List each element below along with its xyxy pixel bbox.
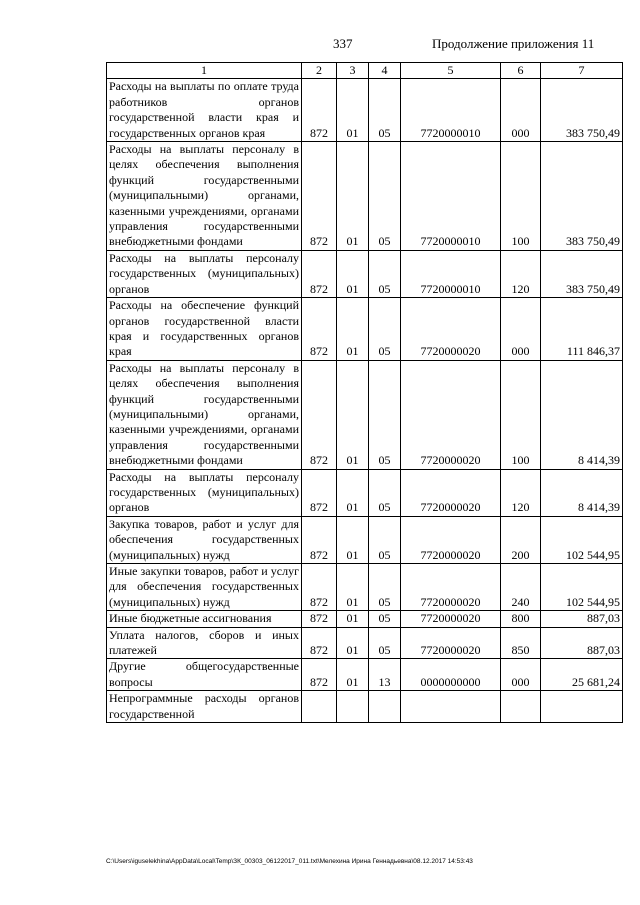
column-header-6: 6 [501, 63, 541, 79]
cell-code-3: 01 [337, 611, 369, 627]
cell-code-6: 200 [501, 516, 541, 563]
cell-code-5: 7720000020 [401, 298, 501, 361]
cell-amount: 8 414,39 [541, 360, 623, 469]
cell-amount: 25 681,24 [541, 659, 623, 691]
cell-code-5: 7720000010 [401, 250, 501, 297]
cell-code-2: 872 [302, 360, 337, 469]
cell-name: Расходы на выплаты персоналу государственных (муниципальных) органов [107, 250, 302, 297]
cell-code-4: 05 [369, 360, 401, 469]
cell-code-5: 7720000010 [401, 79, 501, 142]
table-row [107, 250, 623, 297]
cell-name: Расходы на выплаты персоналу государственных (муниципальных) органов [107, 469, 302, 516]
cell-name: Расходы на обеспечение функций органов государственной власти края и государственных органов края [107, 298, 302, 361]
cell-code-6: 800 [501, 611, 541, 627]
cell-code-4: 05 [369, 564, 401, 611]
cell-code-5: 7720000020 [401, 564, 501, 611]
table-row [107, 516, 623, 563]
page-number: 337 [333, 36, 353, 51]
cell-code-3: 01 [337, 360, 369, 469]
cell-code-5: 7720000020 [401, 627, 501, 659]
cell-code-3: 01 [337, 564, 369, 611]
cell-code-3: 01 [337, 142, 369, 251]
table-row [107, 691, 623, 723]
cell-code-4: 05 [369, 516, 401, 563]
cell-code-3: 01 [337, 250, 369, 297]
cell-name: Непрограммные расходы органов государственной [107, 691, 302, 723]
cell-amount: 383 750,49 [541, 142, 623, 251]
cell-amount: 8 414,39 [541, 469, 623, 516]
cell-code-3: 01 [337, 469, 369, 516]
header-row [107, 63, 623, 79]
cell-code-4: 05 [369, 627, 401, 659]
cell-amount [541, 691, 623, 723]
budget-table [106, 62, 623, 723]
cell-code-2: 872 [302, 298, 337, 361]
table-row [107, 79, 623, 142]
column-header-1: 1 [107, 63, 302, 79]
cell-code-6: 850 [501, 627, 541, 659]
table-row [107, 360, 623, 469]
cell-code-4: 05 [369, 142, 401, 251]
cell-name: Другие общегосударственные вопросы [107, 659, 302, 691]
cell-code-4 [369, 691, 401, 723]
cell-code-2: 872 [302, 659, 337, 691]
cell-code-3: 01 [337, 298, 369, 361]
cell-code-2: 872 [302, 142, 337, 251]
cell-code-4: 05 [369, 469, 401, 516]
cell-name: Иные закупки товаров, работ и услуг для обеспечения государственных (муниципальных) нужд [107, 564, 302, 611]
column-header-7: 7 [541, 63, 623, 79]
cell-code-6: 120 [501, 469, 541, 516]
cell-code-3: 01 [337, 79, 369, 142]
cell-code-5: 7720000010 [401, 142, 501, 251]
table-row [107, 627, 623, 659]
table-row [107, 469, 623, 516]
cell-code-5: 7720000020 [401, 611, 501, 627]
cell-code-5 [401, 691, 501, 723]
cell-code-3 [337, 691, 369, 723]
table-row [107, 564, 623, 611]
cell-code-3: 01 [337, 627, 369, 659]
cell-code-6: 240 [501, 564, 541, 611]
cell-name: Уплата налогов, сборов и иных платежей [107, 627, 302, 659]
cell-code-4: 05 [369, 298, 401, 361]
cell-amount: 383 750,49 [541, 250, 623, 297]
column-header-2: 2 [302, 63, 337, 79]
cell-name: Иные бюджетные ассигнования [107, 611, 302, 627]
cell-code-6: 100 [501, 142, 541, 251]
cell-code-5: 7720000020 [401, 516, 501, 563]
cell-code-2: 872 [302, 79, 337, 142]
cell-code-2: 872 [302, 611, 337, 627]
cell-name: Расходы на выплаты персоналу в целях обеспечения выполнения функций государственными (муниципальными) органами, казенными учреждениями, органами управления государственными внебюджетными фондами [107, 360, 302, 469]
cell-amount: 383 750,49 [541, 79, 623, 142]
column-header-5: 5 [401, 63, 501, 79]
continuation-label: Продолжение приложения 11 [432, 36, 595, 51]
cell-code-2: 872 [302, 516, 337, 563]
cell-code-2: 872 [302, 469, 337, 516]
cell-code-2: 872 [302, 564, 337, 611]
cell-code-3: 01 [337, 659, 369, 691]
cell-amount: 102 544,95 [541, 516, 623, 563]
cell-code-6 [501, 691, 541, 723]
cell-code-6: 000 [501, 79, 541, 142]
cell-code-3: 01 [337, 516, 369, 563]
cell-amount: 887,03 [541, 627, 623, 659]
cell-code-6: 000 [501, 659, 541, 691]
table-row [107, 142, 623, 251]
table-body [107, 79, 623, 723]
table-row [107, 298, 623, 361]
cell-code-6: 100 [501, 360, 541, 469]
cell-name: Расходы на выплаты по оплате труда работников органов государственной власти края и государственных органов края [107, 79, 302, 142]
cell-code-5: 7720000020 [401, 360, 501, 469]
cell-code-6: 000 [501, 298, 541, 361]
cell-amount: 102 544,95 [541, 564, 623, 611]
cell-amount: 111 846,37 [541, 298, 623, 361]
cell-code-2: 872 [302, 250, 337, 297]
cell-name: Закупка товаров, работ и услуг для обеспечения государственных (муниципальных) нужд [107, 516, 302, 563]
table-row [107, 611, 623, 627]
footer-path: C:\Users\iguselekhina\AppData\Local\Temp\ЗК_00303_06122017_011.txt\Мелехина Ирина Геннадьевна\08.12.2017 14:53:43 [106, 858, 473, 865]
cell-code-2: 872 [302, 627, 337, 659]
cell-name: Расходы на выплаты персоналу в целях обеспечения выполнения функций государственными (муниципальными) органами, казенными учреждениями, органами управления государственными внебюджетными фондами [107, 142, 302, 251]
cell-code-6: 120 [501, 250, 541, 297]
column-header-3: 3 [337, 63, 369, 79]
cell-code-4: 05 [369, 611, 401, 627]
cell-code-4: 05 [369, 250, 401, 297]
column-header-4: 4 [369, 63, 401, 79]
cell-code-5: 7720000020 [401, 469, 501, 516]
cell-code-5: 0000000000 [401, 659, 501, 691]
cell-code-4: 13 [369, 659, 401, 691]
table-row [107, 659, 623, 691]
cell-amount: 887,03 [541, 611, 623, 627]
cell-code-2 [302, 691, 337, 723]
cell-code-4: 05 [369, 79, 401, 142]
